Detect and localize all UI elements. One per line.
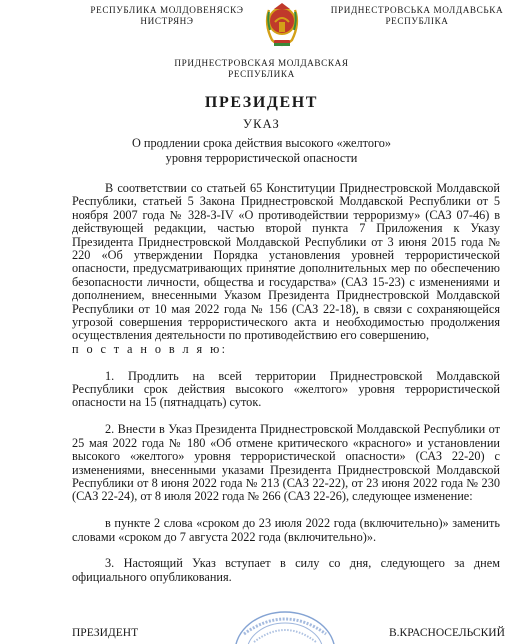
header-center — [0, 58, 523, 80]
document-heading: О продлении срока действия высокого «желтого» уровня террористической опасности — [131, 136, 392, 165]
document-body — [72, 182, 500, 584]
header-left-line2: НИСТРЯНЭ — [140, 16, 194, 26]
header-left — [72, 5, 262, 27]
header-right-line2: РЕСПУБЛІКА — [385, 16, 449, 26]
item-1-paragraph: 1. Продлить на всей территории Приднестровской Молдавской Республики срок действия высокого «желтого» уровня террористической опасности на 15 (пятнадцать) суток. — [72, 368, 500, 410]
header-center-line1: ПРИДНЕСТРОВСКАЯ МОЛДАВСКАЯ — [174, 58, 349, 68]
header-right — [322, 5, 512, 27]
document-title: ПРЕЗИДЕНТ — [204, 94, 319, 111]
official-seal-stamp — [230, 600, 340, 644]
signature-name: В.КРАСНОСЕЛЬСКИЙ — [389, 627, 505, 639]
decree-word: п о с т а н о в л я ю: — [72, 341, 228, 356]
header-right-line1: ПРИДНЕСТРОВСЬКА МОЛДАВСЬКА — [330, 5, 504, 15]
item-2-change-paragraph: в пункте 2 слова «сроком до 23 июля 2022 года (включительно)» заменить словами «сроком до 7 августа 2022 года (включительно)». — [72, 516, 500, 544]
header-center-line2: РЕСПУБЛИКА — [228, 69, 295, 79]
header-left-line1: РЕСПУБЛИКА МОЛДОВЕНЯСКЭ — [90, 5, 244, 15]
document-type: УКАЗ — [243, 117, 280, 131]
item-2-paragraph: 2. Внести в Указ Президента Приднестровской Молдавской Республики от 25 мая 2022 года № 180 «Об отмене критического «красного» и установлении высокого «желтого» уровня террористической опасности» (САЗ 22-20) с изменениями, внесенными указами Президента Приднестровской Молдавской Республики от 8 июня 2022 года № 213 (САЗ 22-22), от 23 июня 2022 года № 230 (САЗ 22-24), от 8 июля 2022 года № 266 (САЗ 22-26), следующее изменение: — [72, 422, 500, 504]
item-3-paragraph: 3. Настоящий Указ вступает в силу со дня, следующего за днем официального опубликования. — [72, 556, 500, 584]
preamble-paragraph: В соответствии со статьей 65 Конституции Приднестровской Молдавской Республики, статьей 5 Закона Приднестровской Молдавской Республики от 5 ноября 2007 года № 328-З-IV «О противодействии терроризму» (САЗ 07-46) в действующей редакции, частью второй пункта 7 Приложения к Указу Президента Приднестровской Молдавской Республики от 3 июня 2015 года № 220 «Об утверждении Порядка установления уровней террористической опасности, предусматривающих принятие дополнительных мер по обеспечению безопасности личности, общества и государства» (САЗ 15-23) с изменениями и дополнением, внесенными Указом Президента Приднестровской Молдавской Республики от 10 мая 2022 года № 156 (САЗ 22-18), в связи с сохраняющейся угрозой совершения террористического акта и необходимостью продолжения осуществления деятельности по противодействию его совершению, — [72, 181, 500, 343]
state-emblem-icon — [262, 0, 302, 50]
signature-title: ПРЕЗИДЕНТ — [72, 627, 139, 639]
